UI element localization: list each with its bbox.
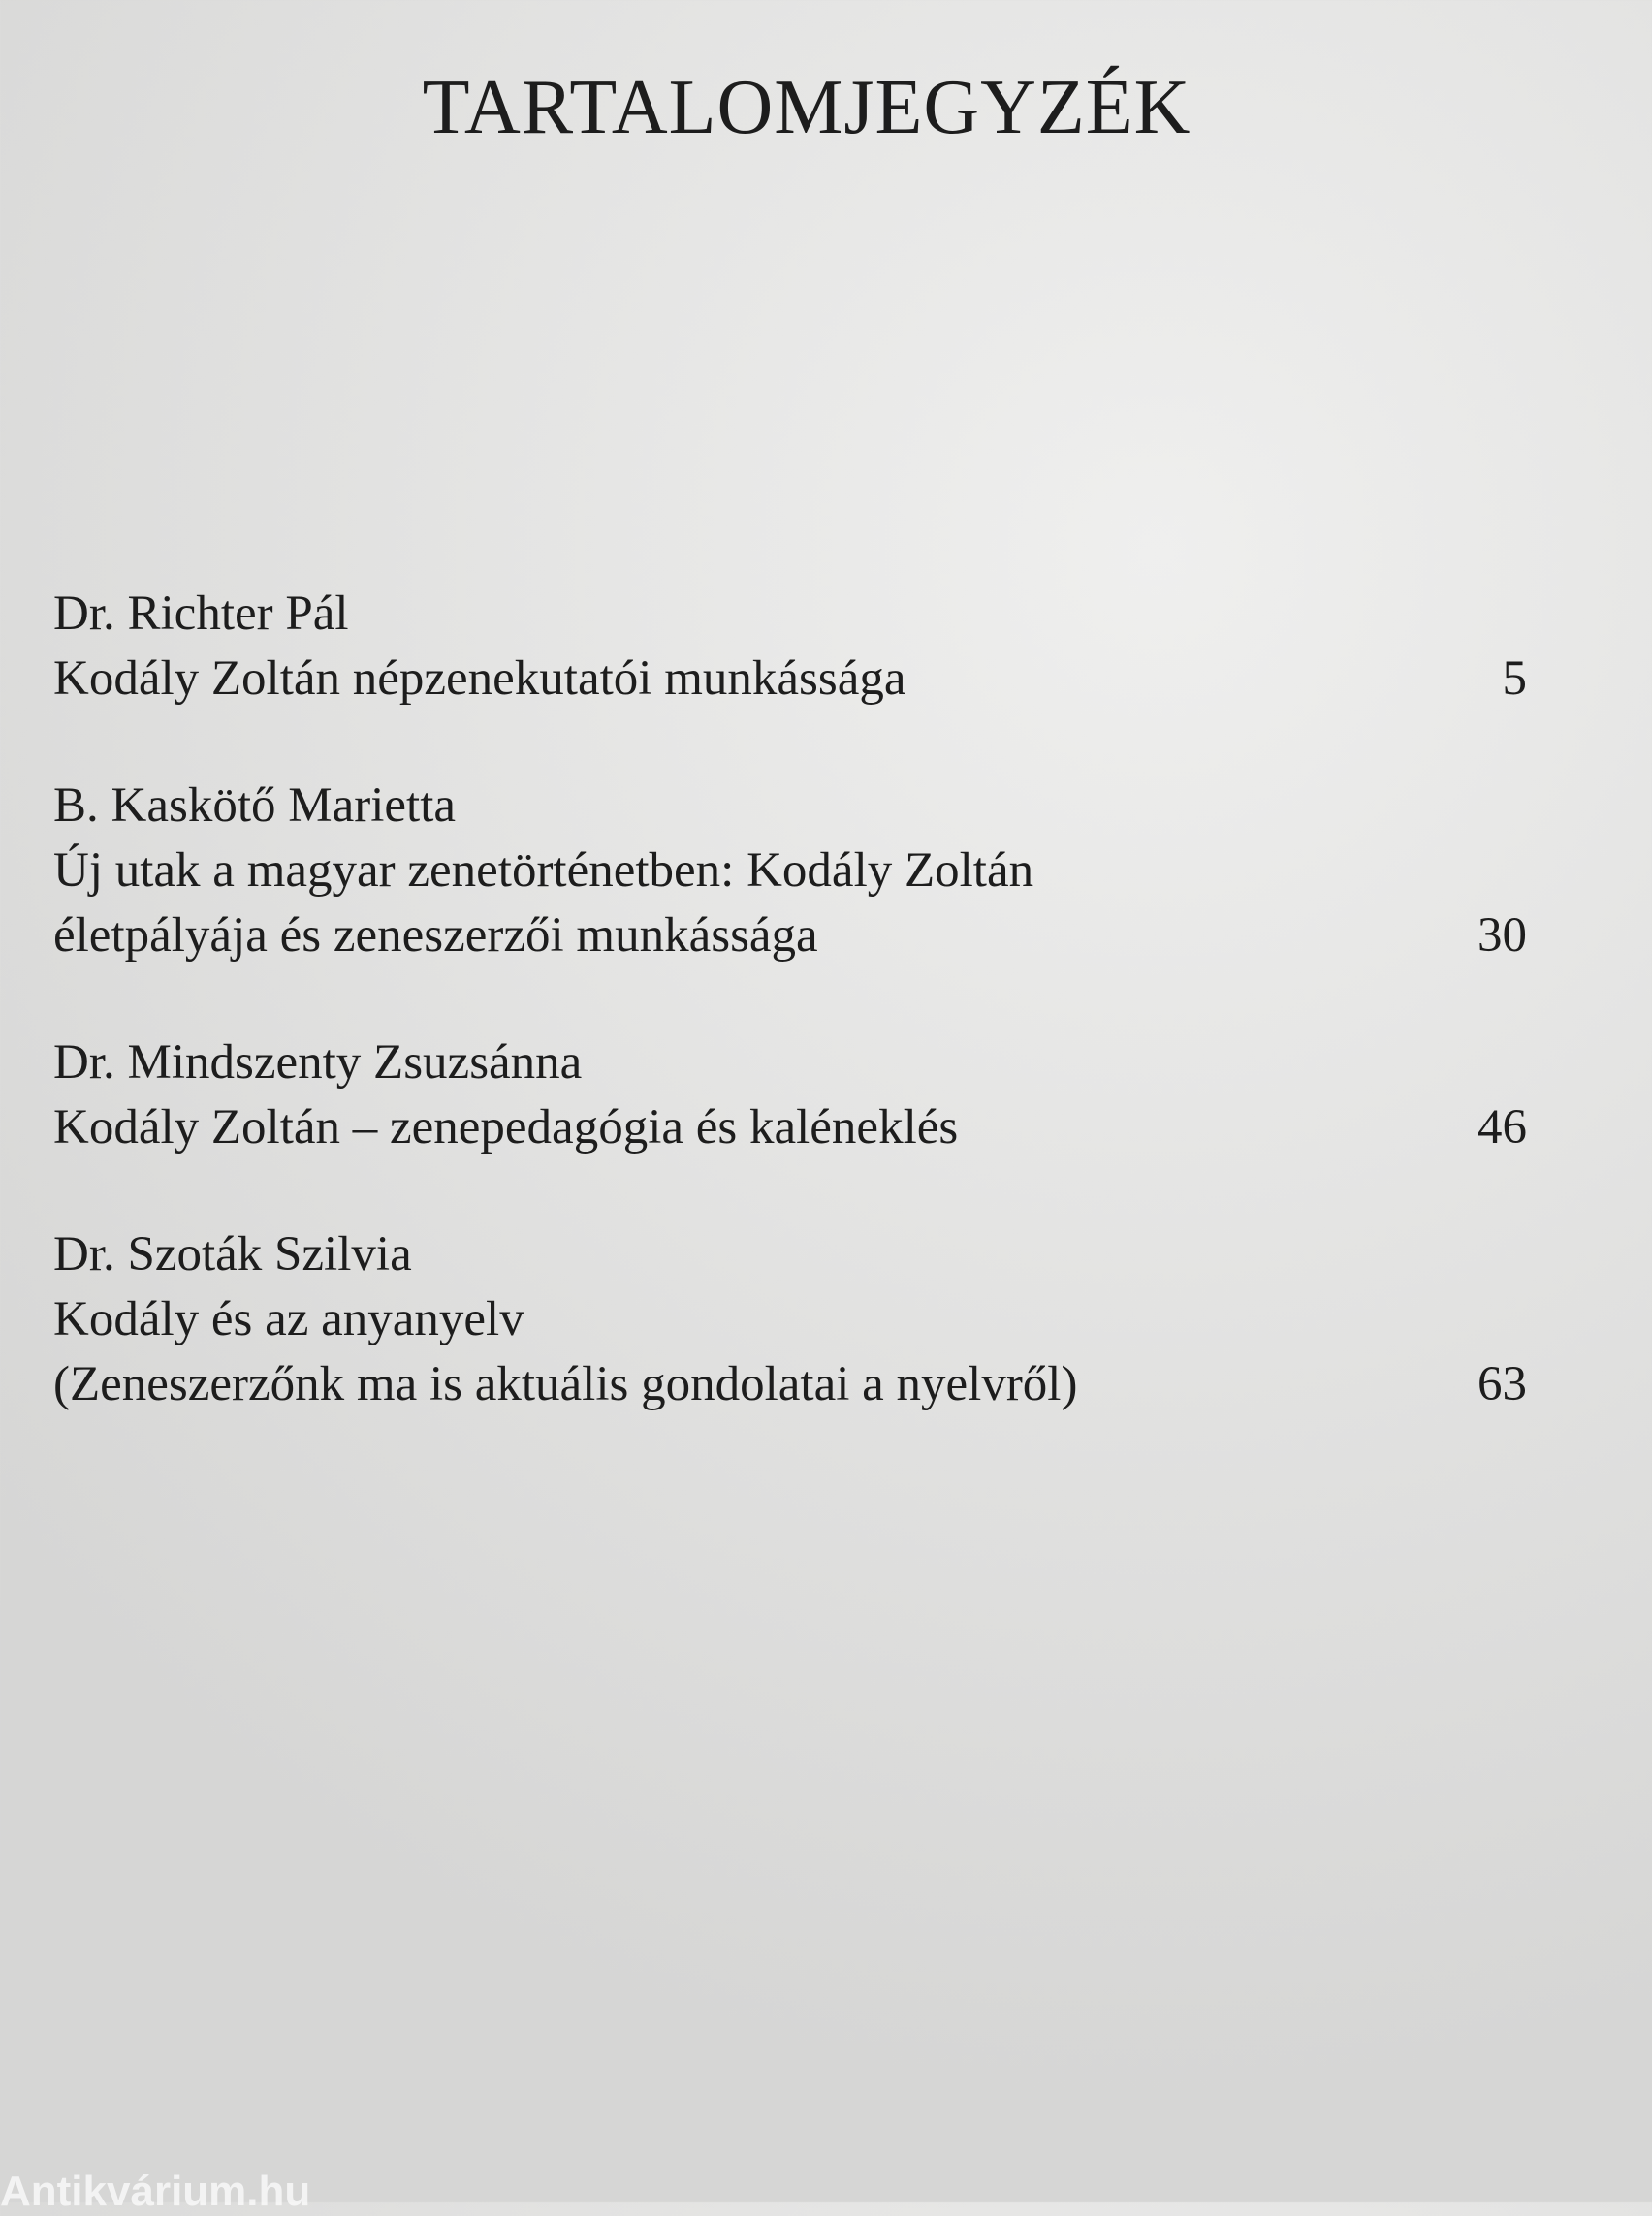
entry-title: Kodály Zoltán – zenepedagógia és kaléneklés [53,1100,959,1155]
entry-page-number: 30 [1477,908,1527,963]
entry-title: életpályája és zeneszerzői munkássága [53,908,818,963]
entry-author: Dr. Szoták Szilvia [53,1227,412,1282]
entry-page-number: 5 [1502,651,1527,706]
entry-author: Dr. Mindszenty Zsuzsánna [53,1035,583,1090]
toc-entry [53,1030,1527,1160]
entry-author: Dr. Richter Pál [53,586,349,641]
watermark: Antikvárium.hu [0,2168,311,2215]
entry-page-number: 46 [1477,1100,1527,1155]
entry-title: (Zeneszerzőnk ma is aktuális gondolatai a nyelvről) [53,1357,1078,1411]
entry-title: Kodály Zoltán népzenekutatói munkássága [53,651,906,706]
table-of-contents [53,582,1527,1479]
toc-entry [53,1222,1527,1417]
toc-entry [53,582,1527,712]
entry-title: Kodály és az anyanyelv [53,1292,524,1346]
toc-entry [53,774,1527,968]
entry-author: B. Kaskötő Marietta [53,778,456,833]
entry-title: Új utak a magyar zenetörténetben: Kodály Zoltán [53,843,1034,898]
page-title: TARTALOMJEGYZÉK [422,65,1191,150]
entry-page-number: 63 [1477,1357,1527,1411]
